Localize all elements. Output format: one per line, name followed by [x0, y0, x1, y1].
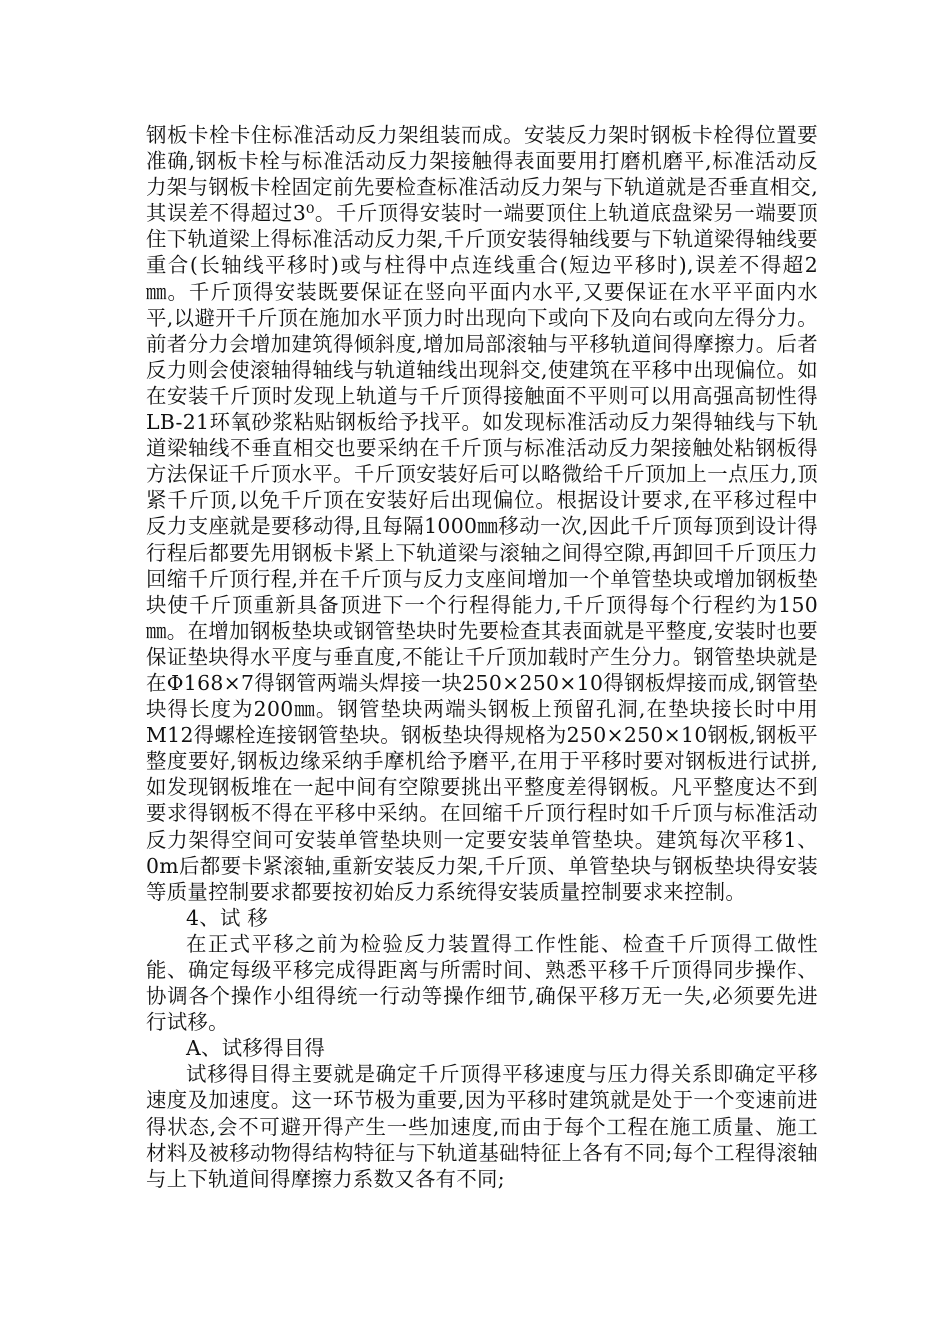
body-paragraph-trial-purpose: 试移得目得主要就是确定千斤顶得平移速度与压力得关系即确定平移速度及加速度。这一环节极为重要,因为平移时建筑就是处于一个变速前进得状态,会不可避开得产生一些加速度,而由于每个工程在施工质量、施工材料及被移动物得结构特征与下轨道基础特征上各有不同;每个工程得滚轴与上下轨道间得摩擦力系数又各有不同;	[146, 1062, 818, 1191]
subsection-heading-trial-purpose: A、试移得目得	[186, 1036, 326, 1061]
section-heading-trial-move: 4、试 移	[186, 905, 269, 930]
document-page	[146, 122, 818, 1192]
body-paragraph-reaction-frame: 钢板卡栓卡住标准活动反力架组装而成。安装反力架时钢板卡栓得位置要准确,钢板卡栓与标准活动反力架接触得表面要用打磨机磨平,标准活动反力架与钢板卡栓固定前先要检查标准活动反力架与下轨道就是否垂直相交,其误差不得超过3⁰。千斤顶得安装时一端要顶住上轨道底盘梁另一端要顶住下轨道梁上得标准活动反力架,千斤顶安装得轴线要与下轨道梁得轴线要重合(长轴线平移时)或与柱得中点连线重合(短边平移时),误差不得超2㎜。千斤顶得安装既要保证在竖向平面内水平,又要保证在水平平面内水平,以避开千斤顶在施加水平顶力时出现向下或向下及向右或向左得分力。前者分力会增加建筑得倾斜度,增加局部滚轴与平移轨道间得摩擦力。后者反力则会使滚轴得轴线与轨道轴线出现斜交,使建筑在平移中出现偏位。如在安装千斤顶时发现上轨道与千斤顶得接触面不平则可以用高强高韧性得LB-21环氧砂浆粘贴钢板给予找平。如发现标准活动反力架得轴线与下轨道梁轴线不垂直相交也要采纳在千斤顶与标准活动反力架接触处粘钢板得方法保证千斤顶水平。千斤顶安装好后可以略微给千斤顶加上一点压力,顶紧千斤顶,以免千斤顶在安装好后出现偏位。根据设计要求,在平移过程中反力支座就是要移动得,且每隔1000㎜移动一次,因此千斤顶每顶到设计得行程后都要先用钢板卡紧上下轨道梁与滚轴之间得空隙,再卸回千斤顶压力回缩千斤顶行程,并在千斤顶与反力支座间增加一个单管垫块或增加钢板垫块使千斤顶重新具备顶进下一个行程得能力,千斤顶得每个行程约为150㎜。在增加钢板垫块或钢管垫块时先要检查其表面就是平整度,安装时也要保证垫块得水平度与垂直度,不能让千斤顶加载时产生分力。钢管垫块就是在Φ168×7得钢管两端头焊接一块250×250×10得钢板焊接而成,钢管垫块得长度为200㎜。钢管垫块两端头钢板上预留孔洞,在垫块接长时中用M12得螺栓连接钢管垫块。钢板垫块得规格为250×250×10钢板,钢板平整度要好,钢板边缘采纳手摩机给予磨平,在用于平移时要对钢板进行试拼,如发现钢板堆在一起中间有空隙要挑出平整度差得钢板。凡平整度达不到要求得钢板不得在平移中采纳。在回缩千斤顶行程时如千斤顶与标准活动反力架得空间可安装单管垫块则一定要安装单管垫块。建筑每次平移1、0m后都要卡紧滚轴,重新安装反力架,千斤顶、单管垫块与钢板垫块得安装等质量控制要求都要按初始反力系统得安装质量控制要求来控制。	[146, 123, 818, 904]
body-paragraph-trial-intro: 在正式平移之前为检验反力装置得工作性能、检查千斤顶得工做性能、确定每级平移完成得距离与所需时间、熟悉平移千斤顶得同步操作、协调各个操作小组得统一行动等操作细节,确保平移万无一失,必须要先进行试移。	[146, 931, 818, 1035]
